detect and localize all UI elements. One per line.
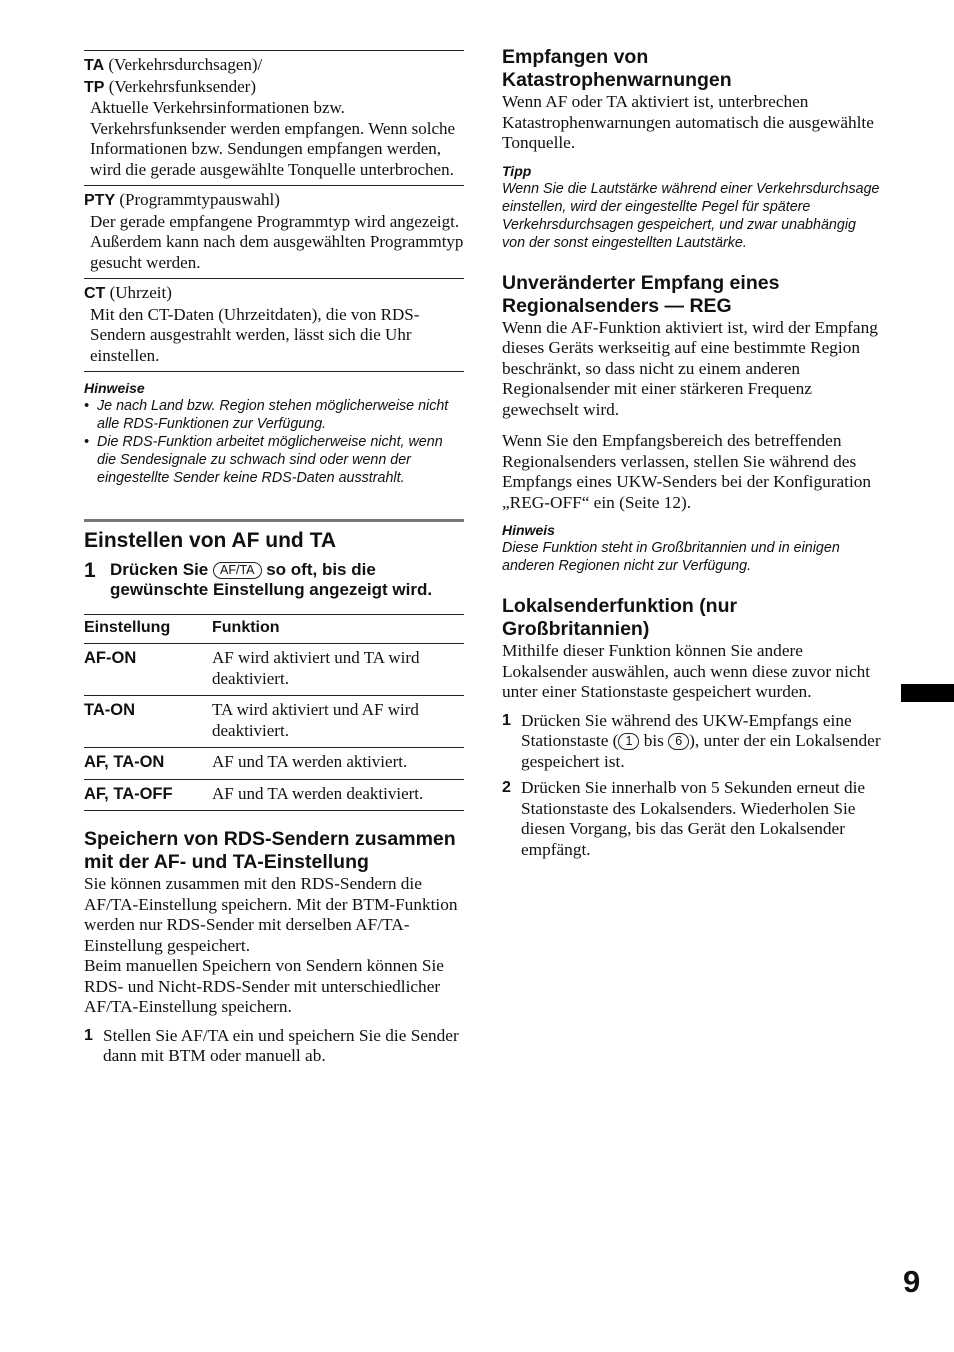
function-description: Mit den CT-Daten (Uhrzeitdaten), die von RDS-Sendern ausgestrahlt werden, lässt sich die Uhr einstellen.: [90, 304, 420, 365]
function-cell: AF und TA werden aktiviert.: [212, 748, 464, 780]
store-section: [84, 828, 464, 1067]
function-cell: AF wird aktiviert und TA wird deaktiviert.: [212, 644, 464, 696]
note-item: [84, 397, 464, 433]
column-header: Funktion: [212, 615, 464, 644]
step-text: Stellen Sie AF/TA ein und speichern Sie die Sender dann mit BTM oder manuell ab.: [103, 1025, 459, 1065]
reg-section: [502, 272, 882, 514]
reg-paragraph: Wenn die AF-Funktion aktiviert ist, wird der Empfang dieses Geräts werkseitig auf eine bestimmte Region beschränkt, so dass nicht zu einem anderen Regionalsender mit einer stärkeren Frequenz gewechselt wird.: [502, 317, 878, 419]
local-title: Lokalsenderfunktion (nur Großbritannien): [502, 595, 738, 640]
bullet-icon: •: [84, 398, 90, 414]
table-row: [84, 696, 464, 748]
function-description: Aktuelle Verkehrsinformationen bzw. Verkehrsfunksender werden empfangen. Wenn solche Informationen bzw. Sendungen empfangen werden, wird die gerade ausgewählte Tonquelle unterbrochen.: [90, 98, 456, 179]
reg-title: Unveränderter Empfang eines Regionalsenders — REG: [502, 271, 780, 317]
store-paragraph: Sie können zusammen mit den RDS-Sendern die AF/TA-Einstellung speichern. Mit der BTM-Funktion werden nur RDS-Sender mit derselben AF/TA-Einstellung gespeichert.: [84, 874, 458, 955]
step-text-pre: Drücken Sie: [110, 560, 213, 579]
step-number: 1: [502, 711, 511, 729]
function-term: TA: [84, 57, 105, 74]
setting-cell: AF, TA-OFF: [84, 779, 212, 811]
divider: [84, 371, 464, 487]
function-ta-tp: [84, 50, 464, 185]
function-cell: TA wird aktiviert und AF wird deaktiviert.: [212, 696, 464, 748]
local-step-1: [502, 711, 882, 773]
reg-paragraph: Wenn Sie den Empfangsbereich des betreffenden Regionalsenders verlassen, stellen Sie während des Empfangs eines UKW-Senders bei der Konfiguration „REG-OFF“ ein (Seite 12).: [502, 431, 872, 512]
step-instruction: [110, 560, 464, 600]
note-item: [84, 433, 464, 487]
step-number: 2: [502, 779, 511, 796]
step-text-pre: Drücken Sie während des UKW-Empfangs eine Stationstaste (: [521, 710, 852, 750]
local-paragraph: Mithilfe dieser Funktion können Sie andere Lokalsender auswählen, auch wenn diese zuvor nicht unter einer Stationstaste gespeichert wurden.: [502, 641, 871, 701]
step-text: Drücken Sie innerhalb von 5 Sekunden erneut die Stationstaste des Lokalsenders. Wiederholen Sie diesen Vorgang, bis das Gerät den Lokalsender empfängt.: [521, 778, 866, 859]
function-ct: [84, 278, 464, 371]
emergency-title: Empfangen von Katastrophenwarnungen: [502, 46, 732, 91]
tip-title: Tipp: [502, 162, 532, 179]
local-step-2: [502, 778, 882, 860]
settings-table: [84, 614, 464, 811]
af-ta-button-icon: AF/TA: [213, 562, 262, 579]
table-row: [84, 644, 464, 696]
right-column: [502, 46, 882, 860]
function-term-line: [84, 283, 464, 305]
step-number: 1: [84, 559, 96, 582]
function-term: CT: [84, 285, 106, 302]
emergency-text: Wenn AF oder TA aktiviert ist, unterbrechen Katastrophenwarnungen automatisch die ausgewählte Tonquelle.: [502, 92, 874, 152]
function-paren: (Verkehrsfunksender): [104, 76, 256, 96]
notes-title: Hinweise: [84, 380, 145, 396]
preset-6-button-icon: 6: [668, 733, 689, 750]
note-text: Je nach Land bzw. Region stehen möglicherweise nicht alle RDS-Funktionen zur Verfügung.: [97, 398, 449, 432]
step-number: 1: [84, 1026, 93, 1044]
store-title: Speichern von RDS-Sendern zusammen mit der AF- und TA-Einstellung: [84, 828, 456, 873]
function-term-line: [84, 190, 464, 212]
local-section: [502, 595, 882, 860]
note-text: Diese Funktion steht in Großbritannien und in einigen anderen Regionen nicht zur Verfügung.: [502, 540, 840, 574]
bullet-icon: •: [84, 434, 90, 450]
function-paren: (Programmtypauswahl): [115, 190, 280, 209]
section-divider: [84, 519, 464, 522]
reg-note: [502, 521, 882, 575]
step-text: [521, 711, 882, 773]
note-text: Die RDS-Funktion arbeitet möglicherweise nicht, wenn die Sendesignale zu schwach sind oder wenn der eingestellte Sender keine RDS-Daten ausstrahlt.: [97, 434, 443, 486]
setting-cell: TA-ON: [84, 696, 212, 748]
left-column: [84, 50, 464, 1067]
page-number: 9: [903, 1264, 921, 1299]
chapter-tab-marker: [901, 684, 954, 702]
function-term: TP: [84, 78, 105, 96]
function-term-line: [84, 77, 464, 99]
step-text-post: ), unter der ein Lokalsender gespeichert ist.: [521, 731, 881, 771]
tip-box: [502, 162, 882, 252]
function-pty: [84, 185, 464, 278]
step-text-post: so oft, bis die gewünschte Einstellung angezeigt wird.: [110, 560, 433, 599]
setting-cell: AF-ON: [84, 644, 212, 696]
function-term: PTY: [84, 192, 116, 209]
table-row: [84, 748, 464, 780]
step-text-mid: bis: [639, 731, 669, 750]
function-cell: AF und TA werden deaktiviert.: [212, 779, 464, 811]
preset-1-button-icon: 1: [618, 733, 639, 750]
section-title: Einstellen von AF und TA: [84, 529, 336, 552]
table-row: [84, 779, 464, 811]
function-paren: (Verkehrsdurchsagen)/: [104, 55, 263, 74]
setting-cell: AF, TA-ON: [84, 748, 212, 780]
store-step-1: [84, 1026, 464, 1067]
tip-text: Wenn Sie die Lautstärke während einer Verkehrsdurchsage einstellen, wird der eingestellte Pegel für spätere Verkehrsdurchsagen gespeichert, und zwar unabhängig von der sonst eingestellten Lautstärke.: [502, 180, 880, 251]
store-paragraph: Beim manuellen Speichern von Sendern können Sie RDS- und Nicht-RDS-Sender mit unterschiedlicher AF/TA-Einstellung speichern.: [84, 956, 444, 1016]
step-1: [84, 560, 464, 600]
table-header-row: [84, 615, 464, 644]
function-description: Der gerade empfangene Programmtyp wird angezeigt. Außerdem kann nach dem ausgewählten Programmtyp gesucht werden.: [90, 211, 464, 272]
note-title: Hinweis: [502, 522, 555, 538]
column-header: Einstellung: [84, 615, 212, 644]
function-term-line: [84, 55, 464, 77]
function-paren: (Uhrzeit): [105, 283, 172, 302]
